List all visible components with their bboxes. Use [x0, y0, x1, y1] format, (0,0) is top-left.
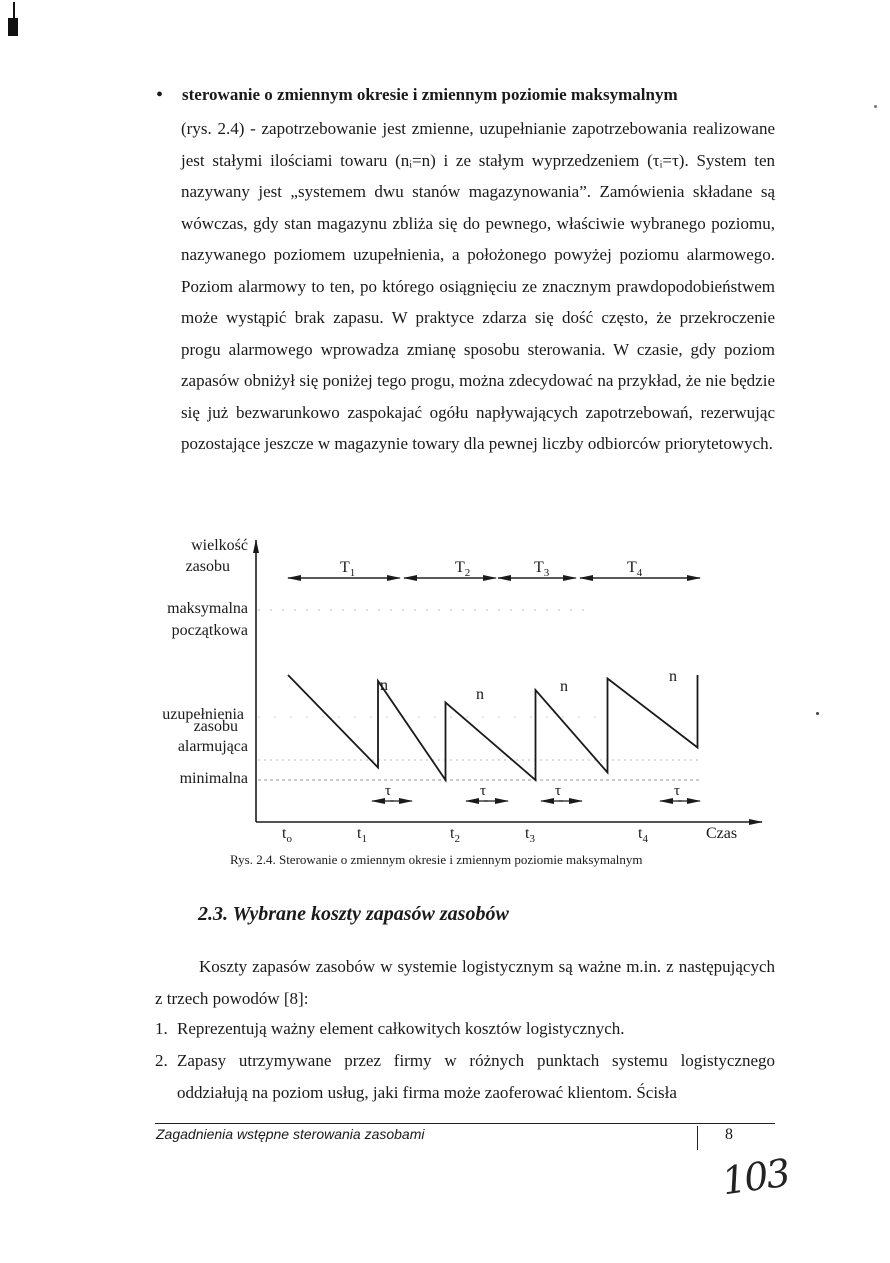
period-label: $T_1$ [340, 559, 356, 579]
x-tick-label: $t_1$ [357, 825, 367, 845]
lead-time-marker [372, 783, 412, 801]
period-label: $T_4$ [627, 559, 643, 579]
section-number: 2.3. [198, 903, 228, 925]
bullet-heading: sterowanie o zmiennym okresie i zmiennym poziomie maksymalnym [182, 85, 678, 104]
body-paragraph: Koszty zapasów zasobów w systemie logistycznym są ważne m.in. z następujących z trzech powodów [8]: [155, 957, 775, 1008]
level-label-alarm: alarmująca [177, 738, 248, 755]
page-number: 8 [725, 1126, 733, 1143]
handwritten-folio: 103 [719, 1150, 792, 1204]
level-label-reorder: uzupełnienia [162, 706, 244, 723]
svg-text:τ: τ [555, 783, 562, 799]
delivery-label: n [380, 677, 388, 694]
y-axis-label: wielkość [191, 537, 248, 554]
delivery-label: n [560, 678, 568, 695]
svg-text:τ: τ [480, 783, 487, 799]
level-label-min: minimalna [179, 770, 248, 787]
svg-text:τ: τ [674, 783, 681, 799]
lead-time-marker [660, 783, 700, 801]
delivery-label: n [669, 668, 677, 685]
level-label-max: początkowa [171, 622, 248, 639]
x-axis-label: Czas [706, 825, 738, 842]
period-label: $T_3$ [534, 559, 550, 579]
x-tick-label: $t_o$ [282, 825, 292, 845]
list-number: 1. [155, 1019, 168, 1038]
y-axis-label: zasobu [185, 558, 230, 575]
section-heading [198, 903, 509, 926]
running-footer: Zagadnienia wstępne sterowania zasobami [156, 1126, 425, 1142]
footer-divider [697, 1126, 698, 1150]
level-label-max: maksymalna [167, 600, 248, 617]
level-label-reorder: zasobu [193, 718, 238, 735]
lead-time-marker [541, 783, 582, 801]
delivery-label: n [476, 686, 484, 703]
footer-rule [155, 1123, 775, 1124]
list-number: 2. [155, 1051, 168, 1070]
svg-text:τ: τ [385, 783, 392, 799]
bullet: • [156, 84, 164, 106]
list-text: Zapasy utrzymywane przez firmy w różnych punktach systemu logistycznego oddziałują na poziom usług, jaki firma może zaoferować klientom. Ścisła [177, 1051, 775, 1102]
period-label: $T_2$ [455, 559, 471, 579]
figure-caption: Rys. 2.4. Sterowanie o zmiennym okresie i zmiennym poziomie maksymalnym [230, 852, 643, 867]
section-title: Wybrane koszty zapasów zasobów [232, 903, 509, 925]
x-tick-label: $t_4$ [638, 825, 648, 845]
body-paragraph: (rys. 2.4) - zapotrzebowanie jest zmienne, uzupełnianie zapotrzebowania realizowane jest stałymi ilościami towaru (nᵢ=n) i ze stałym wyprzedzeniem (τᵢ=τ). System ten nazywany jest „systemem dwu stanów magazynowania”. Zamówienia składane są wówczas, gdy stan magazynu zbliża się do pewnego, właściwie wybranego poziomu, nazywanego poziomem uzupełnienia, a położonego powyżej poziomu alarmowego. Poziom alarmowy to ten, po którego osiągnięciu ze znacznym prawdopodobieństwem może wystąpić brak zapasu. W praktyce zdarza się dość często, że przekroczenie progu alarmowego wprowadza zmianę sposobu sterowania. W czasie, gdy poziom zapasów obniżył się poniżej tego progu, można zdecydować na przykład, że nie będzie się już bezwarunkowo zaspokajać ogółu napływających zapotrzebowań, rezerwując pozostające jeszcze w magazynie towary dla pewnej liczby odbiorców priorytetowych. [181, 119, 775, 453]
x-tick-label: $t_2$ [450, 825, 460, 845]
stock-level-line [288, 675, 698, 780]
lead-time-marker [466, 783, 508, 801]
x-tick-label: $t_3$ [525, 825, 535, 845]
list-text: Reprezentują ważny element całkowitych kosztów logistycznych. [177, 1019, 625, 1038]
